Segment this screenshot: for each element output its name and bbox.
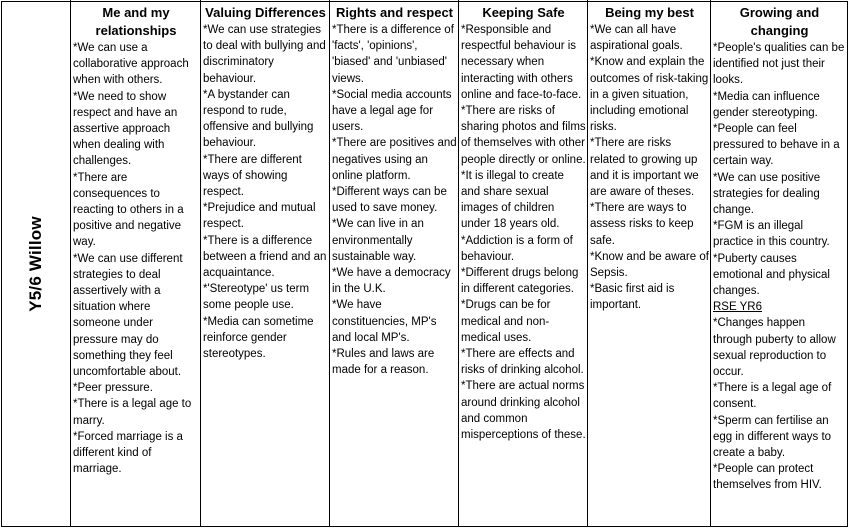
column-keeping-safe: [459, 4, 587, 443]
column-heading: Growing and changing: [739, 5, 820, 38]
column-heading: Rights and respect: [335, 5, 454, 20]
subheading: RSE YR6: [713, 301, 763, 314]
list-item: *FGM is an illegal practice in this country.: [713, 220, 830, 249]
column-me-and-my-relationships: [71, 4, 200, 477]
list-item: *Drugs can be for medical and non-medical uses.: [461, 299, 551, 344]
row-label: Y5/6 Willow: [26, 215, 46, 312]
list-item: *Peer pressure.: [73, 382, 153, 395]
list-item: *Media can sometime reinforce gender stereotypes.: [203, 315, 314, 361]
list-item: *There are ways to assess risks to keep safe.: [590, 202, 694, 247]
list-item: *There is a difference between a friend and an acquaintance.: [203, 234, 327, 280]
list-item: *There are risks of sharing photos and films of themselves with other people directly or online.: [461, 105, 586, 166]
list-item: *Basic first aid is important.: [590, 283, 675, 312]
list-item: *There are risks related to growing up and it is important we are aware of theses.: [590, 137, 699, 199]
list-item: *There are positives and negatives using an online platform.: [332, 137, 457, 182]
list-item: *There is a legal age to marry.: [73, 398, 192, 427]
column-being-my-best: [588, 4, 710, 314]
list-item: *We can use positive strategies for dealing change.: [713, 171, 821, 217]
list-item: *Know and explain the outcomes of risk-taking in a given situation, including emotional risks.: [590, 56, 709, 134]
list-item: *Sperm can fertilise an egg in different ways to create a baby.: [713, 414, 832, 460]
list-item: *Responsible and respectful behaviour is necessary when interacting with others online and face-to-face.: [461, 24, 582, 101]
column-valuing-differences: [201, 4, 329, 362]
list-item: *Rules and laws are made for a reason.: [332, 348, 435, 377]
list-item: *Different drugs belong in different categories.: [461, 267, 579, 296]
list-item: *People can protect themselves from HIV.: [713, 463, 822, 492]
list-item: *People can feel pressured to behave in a certain way.: [713, 123, 840, 168]
list-item: *Prejudice and mutual respect.: [203, 202, 316, 231]
list-item: *We need to show respect and have an assertive approach when dealing with challenges.: [73, 90, 178, 168]
column-heading: Me and my relationships: [95, 5, 177, 38]
column-growing-and-changing: [711, 4, 847, 494]
column-heading: Keeping Safe: [482, 5, 565, 20]
list-item: *We have a democracy in the U.K.: [332, 267, 451, 296]
list-item: *There are different ways of showing respect.: [203, 153, 302, 199]
list-item: *There is a difference of 'facts', 'opinions', 'biased' and 'unbiased' views.: [332, 24, 454, 85]
column-rights-and-respect: [330, 4, 458, 378]
list-item: *There are effects and risks of drinking alcohol.: [461, 348, 584, 377]
list-item: *We can live in an environmentally sustainable way.: [332, 218, 424, 263]
list-item: *Changes happen through puberty to allow sexual reproduction to occur.: [713, 317, 836, 379]
list-item: *Know and be aware of Sepsis.: [590, 250, 709, 280]
list-item: *'Stereotype' us term some people use.: [203, 283, 310, 312]
list-item: *We can use strategies to deal with bullying and discriminatory behaviour.: [203, 24, 326, 85]
list-item: *We have constituencies, MP's and local MP's.: [332, 299, 437, 344]
list-item: *There are actual norms around drinking alcohol and common misperceptions of these.: [461, 380, 586, 442]
column-heading: Valuing Differences: [205, 5, 326, 20]
list-item: *Puberty causes emotional and physical changes.: [713, 252, 830, 298]
list-item: *Addiction is a form of behaviour.: [461, 234, 573, 263]
row-label-cell: [2, 2, 70, 525]
list-item: *We can use different strategies to deal assertively with a situation where someone under pressure may do something they feel uncomfortable about.: [73, 252, 183, 379]
column-heading: Being my best: [605, 5, 694, 20]
list-item: *It is illegal to create and share sexual images of children under 18 years old.: [461, 169, 564, 231]
list-item: *There is a legal age of consent.: [713, 382, 832, 411]
list-item: *We can all have aspirational goals.: [590, 24, 683, 53]
list-item: *We can use a collaborative approach when with others.: [73, 42, 189, 87]
list-item: *Social media accounts have a legal age for users.: [332, 88, 452, 134]
list-item: *Media can influence gender stereotyping.: [713, 90, 820, 119]
list-item: *There are consequences to reacting to others in a positive and negative way.: [73, 171, 184, 249]
list-item: *People's qualities can be identified not just their looks.: [713, 42, 845, 87]
list-item: *Different ways can be used to save money.: [332, 186, 447, 215]
list-item: *A bystander can respond to rude, offensive and bullying behaviour.: [203, 88, 314, 150]
list-item: *Forced marriage is a different kind of marriage.: [73, 430, 183, 476]
